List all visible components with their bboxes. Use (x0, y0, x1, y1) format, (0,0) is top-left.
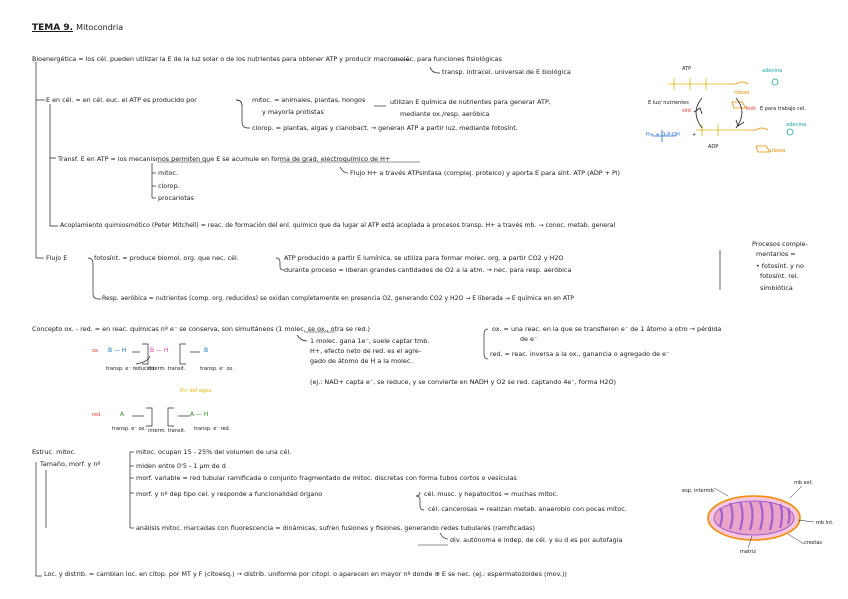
estruc-header: Estruc. mitoc. (32, 448, 77, 456)
d-a-h: A — H (190, 411, 209, 418)
adp-label: ADP (708, 144, 719, 150)
fotosint-line: fotosínt. = produce biomol. org. que nec. cél. (94, 254, 239, 262)
atp-diagram (640, 62, 840, 162)
acoplamiento-line: Acoplamiento quimiosmótico (Peter Mitchell) = reac. de formación del enl. químico que da lugar al ATP está acoplada a procesos transp. H+ a través mb. → conoc. metab. general (60, 222, 616, 229)
d-h-agua: H+ del agua (180, 388, 212, 394)
d-transp-ox-2: transp. e⁻ ox. (112, 426, 146, 432)
d-a: A (120, 411, 125, 418)
atp-label: ATP (682, 66, 692, 72)
page-title (32, 23, 123, 33)
plus-label: + (692, 132, 697, 138)
label-mb-int: mb int. (816, 520, 834, 526)
ox-def: ox. = una reac. en la que se transfieren e⁻ de 1 átomo a otro → pérdida (492, 325, 722, 333)
adenina-label-2: adenina (786, 122, 807, 128)
side-note-1: Procesos comple- (752, 240, 808, 248)
estruc-line-5: análisis mitoc. marcadas con fluorescencia = dinámicas, sufren fusiones y fisiones, generando redes tubulares (ramificadas) (136, 524, 536, 532)
epara-label: E para trabajo cel. (760, 106, 806, 112)
flujo-e-label: Flujo E (46, 254, 68, 262)
loc-line: Loc. y distrib. = cambian loc. en citop. por MT y F (citoesq.) → distrib. uniforme por citopl. o aparecen en mayor nº donde ⊕ E se nec. (ej.: espermatozoides (mov.)) (44, 570, 567, 578)
side-note-2: mentarios = (756, 250, 796, 258)
title-sub: Mitocondria (76, 23, 124, 32)
fotosint-b: durante proceso = liberan grandes cantidades de O2 a la atm. → nec. para resp. aeróbica (284, 266, 572, 274)
fotosint-a: ATP producido a partir E lumínica, se utiliza para formar molec. org. a partir CO2 y H2O (284, 254, 564, 262)
pi-label: H+ + O-P-OH (646, 132, 680, 138)
eluz-label: E luz/ nutrientes (648, 100, 689, 106)
d-b: B (204, 347, 209, 354)
mitochondria-diagram (682, 478, 840, 558)
ribosa-label: ribosa (734, 90, 750, 96)
title-main: TEMA 9. (32, 23, 74, 33)
estruc-line-1: mitoc. ocupan 15 - 25% del volumen de una cél. (136, 448, 292, 456)
e-cel-header: E en cél. = en cél. euc. el ATP es producido por (46, 96, 197, 104)
d-transp-ox: transp. e⁻ ox. (200, 366, 234, 372)
d-b-inter: B — H (150, 347, 169, 354)
label-mb-ext: mb ext. (794, 480, 814, 486)
d-inter-2: interm. transit. (148, 428, 186, 434)
side-note-4: fotosínt. rel. (760, 272, 799, 280)
estruc-line-4a: cél. musc. y hepatocitos = muchas mitoc. (424, 490, 559, 498)
transf-item-procariotas: procariotas (158, 194, 194, 202)
estruc-line-3: morf. variable = red tubular ramificada o conjunto fragmentado de mitoc. discretas con forma tubos cortos o vesículas (136, 474, 517, 482)
d-transp-red-2: transp. e⁻ red. (194, 426, 231, 432)
resp-aerobica-line: Resp. aeróbica = nutrientes (comp. org. reducidos) se oxidan completamente en presencia O2, generando CO2 y H2O → E liberada → E química en en ATP (102, 295, 574, 302)
atp-diagram-svg (640, 62, 840, 162)
flujo-h-line: Flujo H+ a través ATPsintasa (complej. proteico) y aporta E para sínt. ATP (ADP + Pi) (350, 169, 621, 177)
mitoc-line: mitoc. = animales, plantas, hongos (252, 96, 366, 104)
transf-item-mitoc: mitoc. (158, 169, 178, 177)
estruc-line-5b: div. autónoma e indep. de cél. y su d es por autofagia (450, 536, 623, 544)
bioenergetica-note: transp. intracel. universal de E biológica (442, 68, 571, 76)
d-ox-label: ox. (92, 348, 100, 354)
ribosa-label-2: ribosa (770, 148, 786, 154)
estruc-line-2: miden entre 0'5 - 1 µm de d (136, 462, 226, 470)
d-inter-1: interm. transit. (148, 366, 186, 372)
red-def: red. = reac. inversa a la ox., ganancia o agregado de e⁻ (490, 350, 670, 358)
mitoc-arrow: utilizan E química de nutrientes para generar ATP, (390, 98, 551, 106)
redox-header: Concepto ox. - red. = en reac. químicas nº e⁻ se conserva, son simultáneos (1 molec. se ox., otra se red.) (32, 325, 370, 333)
redox-diagram (90, 338, 260, 438)
transf-line: Transf. E en ATP = los mecanismos permiten que E se acumule en forma de grad. electroquímico de H+ (58, 155, 391, 163)
redox-example: (ej.: NAD+ capta e⁻, se reduce, y se convierte en NADH y O2 se red. captando 4e⁻, forma H2O) (310, 378, 617, 386)
mitoc-line-2: y mayoría protistas (262, 108, 324, 116)
tam-label: Tamaño, morf. y nº (40, 460, 101, 468)
d-b-h: B — H (108, 347, 127, 354)
estruc-line-4b: cél. cancerosas = realizan metab. anaerobio con pocas mitoc. (428, 505, 627, 513)
d-red-label: red. (92, 412, 102, 418)
sint-label: sínt. (682, 108, 693, 114)
hidr-label: hidr. (746, 106, 757, 112)
label-matriz: matriz (740, 549, 756, 555)
mitoc-arrow-2: mediante ox./resp. aeróbica (400, 110, 490, 118)
red-note-2: H+, efecto neto de red. es el agre- (310, 347, 422, 355)
adenina-label: adenina (762, 68, 783, 74)
d-transp-red: transp. e⁻ reducido (106, 366, 155, 372)
label-crestas: crestas (804, 540, 823, 546)
transf-item-clorop: clorop. (158, 182, 180, 190)
red-note-1: 1 molec. gana 1e⁻, suele captar tmb. (310, 337, 430, 345)
side-note-3: • fotosínt. y no (756, 262, 804, 270)
clorop-line: clorop. = plantas, algas y cianobact. → generan ATP a partir luz, mediante fotosínt. (252, 124, 518, 132)
label-esp-intermb: esp. intermb. (682, 488, 716, 494)
estruc-line-4: morf. y nº dep tipo cel. y responde a funcionalidad órgano (136, 490, 323, 498)
bioenergetica-def: Bioenergética = los cél. pueden utilizar la E de la luz solar o de los nutrientes para obtener ATP y producir macromoléc. para funciones fisiológicas (32, 55, 502, 63)
red-note-3: gado de átomo de H a la molec. (310, 357, 413, 365)
ox-def-2: de e⁻ (520, 335, 538, 343)
side-note-5: simbiótica (760, 284, 793, 292)
